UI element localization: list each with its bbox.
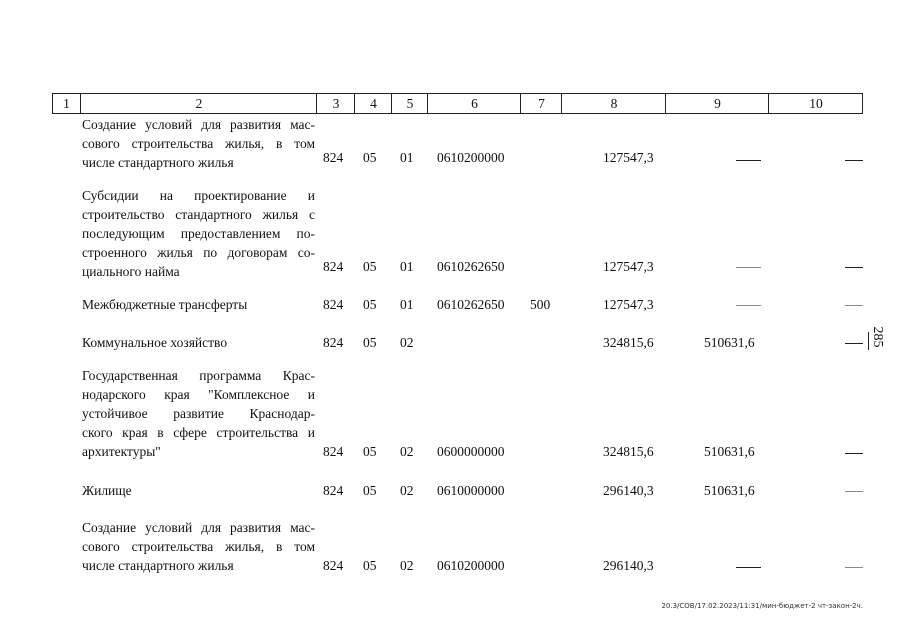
cell-target-article: 0610262650 [437,259,505,274]
description-line: сового строительства жилья, в том [82,539,315,554]
description-line: числе стандартного жилья [82,155,234,170]
header-col-6: 6 [427,94,521,113]
description-line: Коммунальное хозяйство [82,335,228,350]
cell-target-article: 0610200000 [437,150,505,165]
cell-amount-col8: 324815,6 [603,335,654,350]
cell-section: 05 [363,335,377,350]
cell-ministry-code: 824 [323,150,344,165]
cell-section: 05 [363,558,377,573]
footer-stamp: 20.3/СОВ/17.02.2023/11:31/мин-бюджет-2 чт-закон-2ч. [661,602,863,610]
dash-col10 [845,305,863,306]
dash-col10 [845,453,863,454]
cell-target-article: 0600000000 [437,444,505,459]
description-line: числе стандартного жилья [82,558,234,573]
cell-section: 05 [363,483,377,498]
cell-ministry-code: 824 [323,259,344,274]
row-description [82,481,315,500]
description-line: Создание условий для развития мас- [82,117,315,132]
cell-section: 05 [363,150,377,165]
dash-col10 [845,160,863,161]
cell-subsection: 02 [400,444,414,459]
header-col-8: 8 [561,94,666,113]
row-description [82,366,315,461]
header-col-2: 2 [80,94,317,113]
description-line: архитектуры" [82,444,161,459]
header-col-3: 3 [316,94,355,113]
cell-ministry-code: 824 [323,483,344,498]
description-line: последующим предоставлением по- [82,226,315,241]
cell-amount-col8: 127547,3 [603,150,654,165]
description-line: нодарского края "Комплексное и [82,387,315,402]
cell-amount-col9: 510631,6 [704,335,755,350]
description-line: устойчивое развитие Краснодар- [82,406,315,421]
description-line: Жилище [82,483,132,498]
description-line: Государственная программа Крас- [82,368,315,383]
cell-subsection: 02 [400,335,414,350]
page-number: 285 [870,326,885,348]
cell-ministry-code: 824 [323,297,344,312]
cell-amount-col8: 296140,3 [603,483,654,498]
cell-ministry-code: 824 [323,444,344,459]
cell-ministry-code: 824 [323,558,344,573]
description-line: сового строительства жилья, в том [82,136,315,151]
cell-target-article: 0610200000 [437,558,505,573]
row-description [82,518,315,575]
cell-amount-col9: 510631,6 [704,483,755,498]
column-number-header [52,93,863,114]
cell-section: 05 [363,259,377,274]
description-line: Субсидии на проектирование и [82,188,315,203]
header-col-10: 10 [768,94,863,113]
cell-subsection: 01 [400,259,414,274]
dash-col10 [845,491,863,492]
header-col-4: 4 [354,94,392,113]
cell-section: 05 [363,444,377,459]
cell-amount-col8: 127547,3 [603,259,654,274]
dash-col9 [736,305,761,306]
cell-subsection: 02 [400,483,414,498]
cell-section: 05 [363,297,377,312]
dash-col9 [736,567,761,568]
dash-col10 [845,267,863,268]
cell-subsection: 01 [400,297,414,312]
row-description [82,115,315,172]
cell-amount-col8: 324815,6 [603,444,654,459]
dash-col9 [736,267,761,268]
header-col-9: 9 [665,94,769,113]
description-line: строительство стандартного жилья с [82,207,315,222]
cell-subsection: 01 [400,150,414,165]
description-line: ского края в сфере строительства и [82,425,315,440]
cell-subsection: 02 [400,558,414,573]
description-line: Межбюджетные трансферты [82,297,248,312]
header-col-7: 7 [520,94,562,113]
description-line: циального найма [82,264,180,279]
header-col-5: 5 [391,94,428,113]
description-line: строенного жилья по договорам со- [82,245,315,260]
cell-target-article: 0610262650 [437,297,505,312]
dash-col10 [845,567,863,568]
cell-amount-col9: 510631,6 [704,444,755,459]
dash-col10 [845,343,863,344]
dash-col9 [736,160,761,161]
cell-ministry-code: 824 [323,335,344,350]
description-line: Создание условий для развития мас- [82,520,315,535]
cell-expense-type: 500 [530,297,551,312]
row-description [82,186,315,281]
row-description [82,295,315,314]
header-col-1: 1 [63,96,70,111]
cell-amount-col8: 296140,3 [603,558,654,573]
row-description [82,333,315,352]
cell-amount-col8: 127547,3 [603,297,654,312]
cell-target-article: 0610000000 [437,483,505,498]
